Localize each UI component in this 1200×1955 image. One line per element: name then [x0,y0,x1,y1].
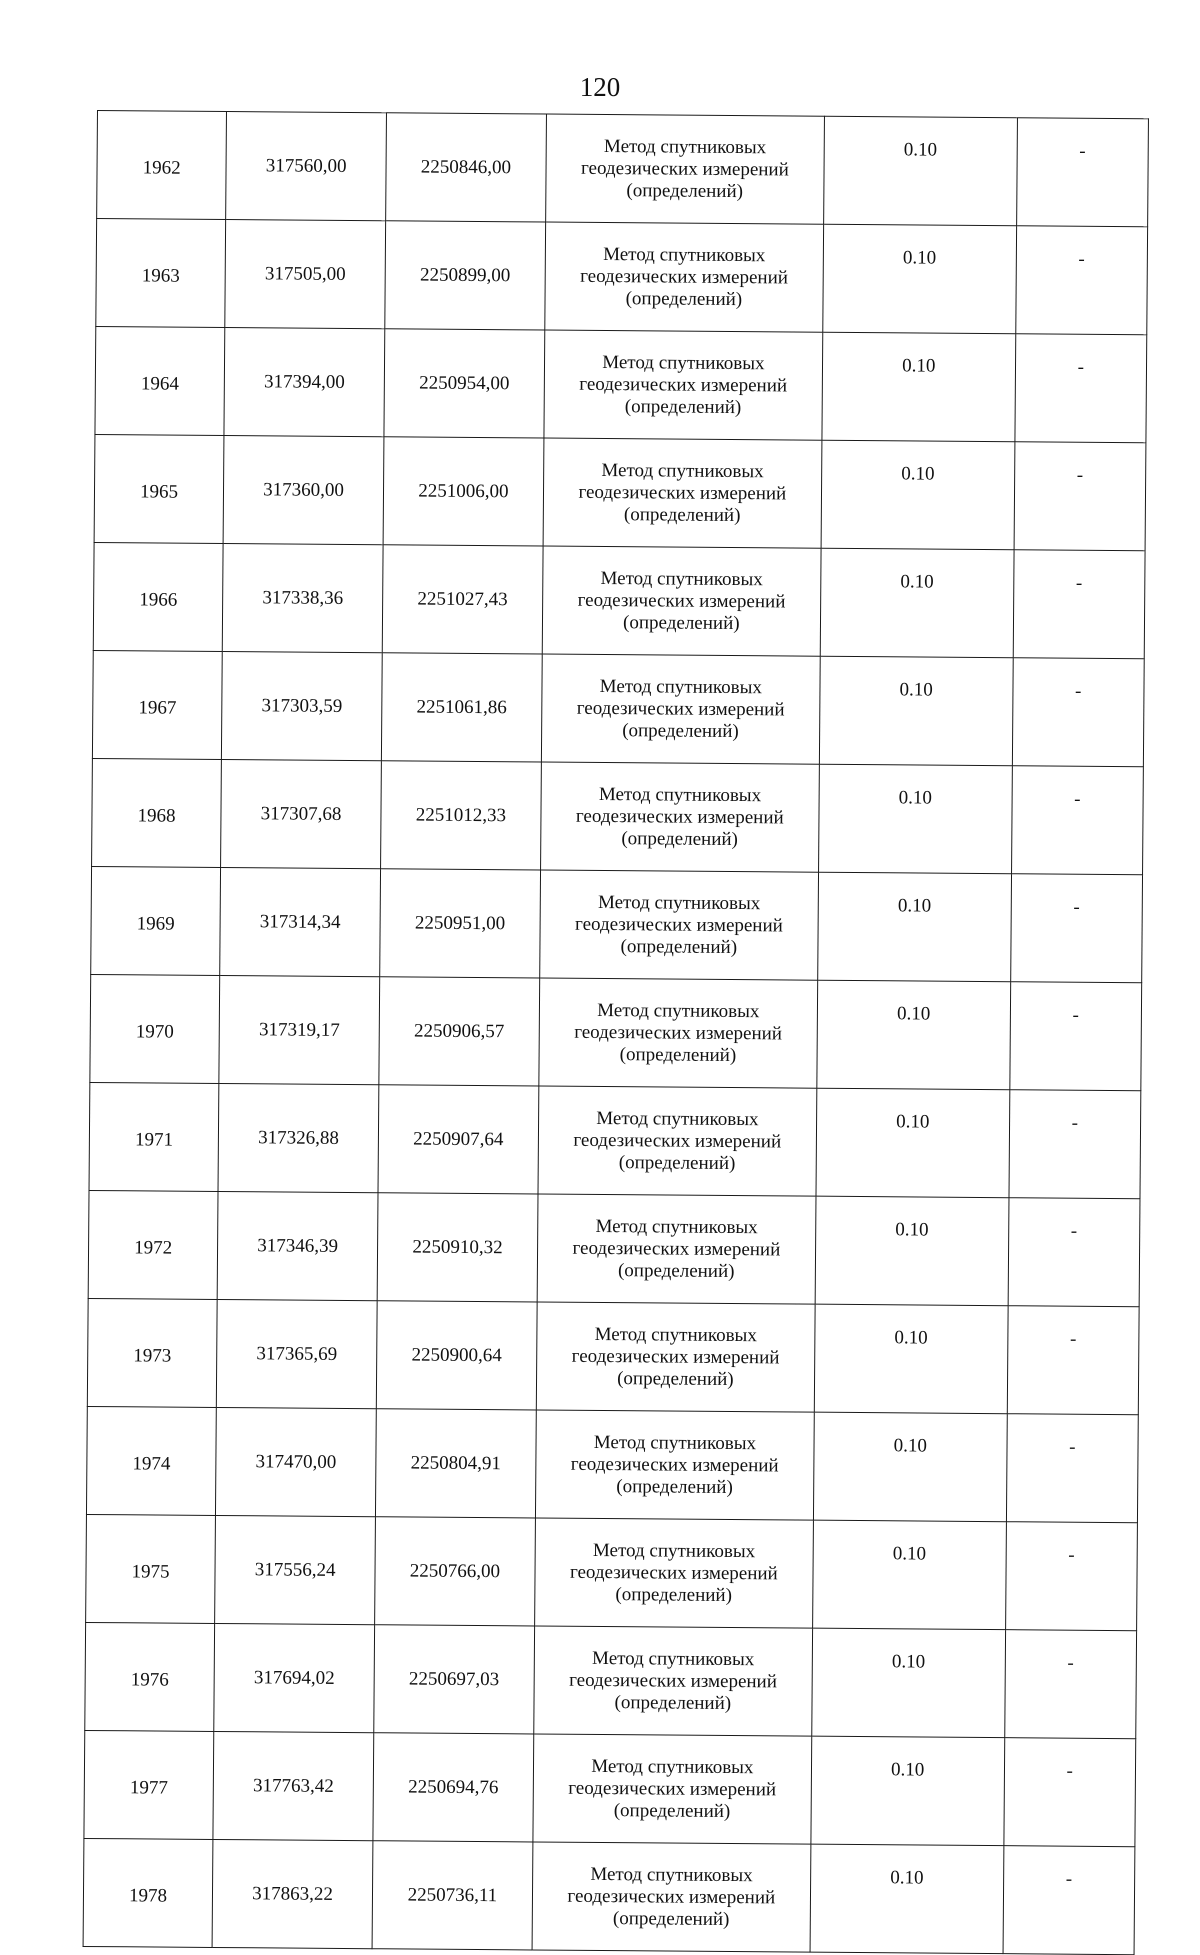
table-row [96,219,1148,335]
accuracy-cell: 0.10 [810,1844,1004,1954]
table-row [89,1082,1141,1198]
note-cell: - [1003,1738,1135,1847]
accuracy-cell: 0.10 [815,1196,1009,1306]
table-row [83,1838,1135,1954]
note-cell: - [1010,874,1142,983]
method-cell: Метод спутниковых геодезических измерений (определений) [545,114,824,224]
point-number-cell: 1965 [94,434,224,543]
accuracy-cell: 0.10 [814,1304,1008,1414]
point-number-cell: 1963 [96,219,226,328]
accuracy-cell: 0.10 [818,764,1012,874]
table-row [87,1298,1139,1414]
y-coordinate-cell: 2250907,64 [378,1085,539,1194]
accuracy-cell: 0.10 [816,1088,1010,1198]
x-coordinate-cell: 317394,00 [224,328,385,437]
point-number-cell: 1977 [84,1730,214,1839]
x-coordinate-cell: 317694,02 [214,1623,375,1732]
point-number-cell: 1974 [86,1406,216,1515]
accuracy-cell: 0.10 [818,872,1012,982]
accuracy-cell: 0.10 [811,1736,1005,1846]
x-coordinate-cell: 317863,22 [212,1839,373,1948]
y-coordinate-cell: 2250899,00 [385,221,546,330]
method-cell: Метод спутниковых геодезических измерений (определений) [532,1842,811,1952]
table-row [88,1190,1140,1306]
y-coordinate-cell: 2250694,76 [373,1733,534,1842]
method-cell: Метод спутниковых геодезических измерений (определений) [545,222,824,332]
table-row [95,326,1147,442]
y-coordinate-cell: 2250951,00 [380,869,541,978]
point-number-cell: 1970 [90,974,220,1083]
y-coordinate-cell: 2251027,43 [382,545,543,654]
y-coordinate-cell: 2251061,86 [381,653,542,762]
x-coordinate-cell: 317470,00 [216,1407,377,1516]
point-number-cell: 1969 [91,866,221,975]
x-coordinate-cell: 317560,00 [226,112,387,221]
accuracy-cell: 0.10 [819,656,1013,766]
x-coordinate-cell: 317763,42 [213,1731,374,1840]
method-cell: Метод спутниковых геодезических измерений (определений) [542,546,821,656]
note-cell: - [1009,982,1141,1091]
table-row [93,542,1145,658]
accuracy-cell: 0.10 [822,332,1016,442]
table-row [86,1406,1138,1522]
x-coordinate-cell: 317307,68 [221,759,382,868]
x-coordinate-cell: 317326,88 [218,1083,379,1192]
point-number-cell: 1962 [97,111,227,220]
note-cell: - [1014,334,1146,443]
accuracy-cell: 0.10 [823,224,1017,334]
table-row [97,111,1149,227]
x-coordinate-cell: 317314,34 [220,867,381,976]
point-number-cell: 1968 [92,758,222,867]
note-cell: - [1006,1414,1138,1523]
method-cell: Метод спутниковых геодезических измерений (определений) [541,654,820,764]
point-number-cell: 1975 [86,1514,216,1623]
accuracy-cell: 0.10 [820,548,1014,658]
table-row [92,758,1144,874]
x-coordinate-cell: 317338,36 [222,544,383,653]
point-number-cell: 1966 [93,542,223,651]
y-coordinate-cell: 2250900,64 [376,1301,537,1410]
note-cell: - [1004,1630,1136,1739]
note-cell: - [1015,226,1147,335]
method-cell: Метод спутниковых геодезических измерений (определений) [537,1194,816,1304]
x-coordinate-cell: 317365,69 [216,1299,377,1408]
method-cell: Метод спутниковых геодезических измерений (определений) [533,1734,812,1844]
point-number-cell: 1978 [83,1838,213,1947]
y-coordinate-cell: 2250697,03 [374,1625,535,1734]
y-coordinate-cell: 2251012,33 [381,761,542,870]
accuracy-cell: 0.10 [813,1412,1007,1522]
method-cell: Метод спутниковых геодезических измерений (определений) [536,1302,815,1412]
x-coordinate-cell: 317556,24 [215,1515,376,1624]
table-row [94,434,1146,550]
x-coordinate-cell: 317360,00 [223,436,384,545]
note-cell: - [1003,1846,1135,1955]
x-coordinate-cell: 317303,59 [222,652,383,761]
note-cell: - [1008,1198,1140,1307]
accuracy-cell: 0.10 [817,980,1011,1090]
table-row [91,866,1143,982]
table-row [92,650,1144,766]
accuracy-cell: 0.10 [812,1520,1006,1630]
note-cell: - [1012,658,1144,767]
point-number-cell: 1972 [88,1190,218,1299]
y-coordinate-cell: 2250804,91 [375,1409,536,1518]
point-number-cell: 1971 [89,1082,219,1191]
note-cell: - [1016,118,1148,227]
page-number: 120 [579,72,621,102]
note-cell: - [1007,1306,1139,1415]
accuracy-cell: 0.10 [824,116,1018,226]
table-row [90,974,1142,1090]
note-cell: - [1011,766,1143,875]
x-coordinate-cell: 317319,17 [219,975,380,1084]
method-cell: Метод спутниковых геодезических измерений (определений) [544,330,823,440]
coordinates-table-container [83,110,1149,1955]
note-cell: - [1013,550,1145,659]
method-cell: Метод спутниковых геодезических измерений (определений) [540,870,819,980]
y-coordinate-cell: 2250910,32 [377,1193,538,1302]
note-cell: - [1005,1522,1137,1631]
accuracy-cell: 0.10 [812,1628,1006,1738]
point-number-cell: 1967 [92,650,222,759]
point-number-cell: 1976 [85,1622,215,1731]
table-body [83,111,1148,1955]
x-coordinate-cell: 317505,00 [225,220,386,329]
note-cell: - [1014,442,1146,551]
method-cell: Метод спутниковых геодезических измерений (определений) [538,1086,817,1196]
x-coordinate-cell: 317346,39 [217,1191,378,1300]
point-number-cell: 1964 [95,326,225,435]
method-cell: Метод спутниковых геодезических измерений (определений) [534,1626,813,1736]
method-cell: Метод спутниковых геодезических измерений (определений) [535,1410,814,1520]
y-coordinate-cell: 2250906,57 [379,977,540,1086]
table-row [84,1730,1136,1846]
method-cell: Метод спутниковых геодезических измерений (определений) [539,978,818,1088]
method-cell: Метод спутниковых геодезических измерений (определений) [540,762,819,872]
y-coordinate-cell: 2250766,00 [375,1517,536,1626]
y-coordinate-cell: 2250736,11 [372,1841,533,1950]
y-coordinate-cell: 2250846,00 [386,113,547,222]
point-number-cell: 1973 [87,1298,217,1407]
y-coordinate-cell: 2251006,00 [383,437,544,546]
note-cell: - [1009,1090,1141,1199]
table-row [86,1514,1138,1630]
accuracy-cell: 0.10 [821,440,1015,550]
method-cell: Метод спутниковых геодезических измерений (определений) [534,1518,813,1628]
y-coordinate-cell: 2250954,00 [384,329,545,438]
table-row [85,1622,1137,1738]
coordinates-table [83,110,1149,1955]
method-cell: Метод спутниковых геодезических измерений (определений) [543,438,822,548]
